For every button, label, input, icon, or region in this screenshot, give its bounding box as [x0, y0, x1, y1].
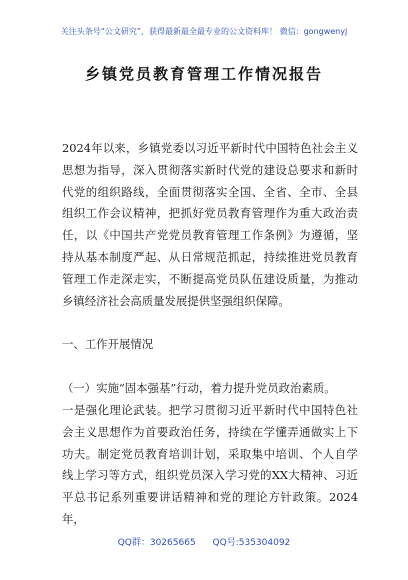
footer-qq-group: QQ群：30265665	[117, 538, 196, 548]
footer-note	[0, 537, 408, 549]
header-note: 关注头条号“公文研究”，获得最新最全最专业的公文资料库！ 微信：gongwenyj	[60, 27, 348, 36]
section-heading: 一、工作开展情况	[62, 337, 154, 352]
body-paragraph: 一是强化理论武装。把学习贯彻习近平新时代中国特色社会主义思想作为首要政治任务，持续在学懂弄通做实上下功夫。制定党员教育培训计划，采取集中培训、个人自学线上学习等方式，组织党员深入学习党的XX大精神、习近平总书记系列重要讲话精神和党的理论方针政策。2024年，	[62, 402, 358, 526]
intro-paragraph: 2024年以来，乡镇党委以习近平新时代中国特色社会主义思想为指导，深入贯彻落实新时代党的建设总要求和新时代党的组织路线，全面贯彻落实全国、全省、全市、全县组织工作会议精神，把抓好党员教育管理作为重大政治责任，以《中国共产党党员教育管理工作条例》为遵循，坚持从基本制度严起、从日常规范抓起，持续推进党员教育管理工作走深走实，不断提高党员队伍建设质量，为推动乡镇经济社会高质量发展提供坚强组织保障。	[62, 141, 358, 308]
document-title: 乡镇党员教育管理工作情况报告	[84, 65, 323, 83]
sub-heading: （一）实施“固本强基”行动，着力提升党员政治素质。	[62, 381, 336, 396]
footer-qq-number: QQ号:535304092	[212, 538, 291, 548]
document-body	[62, 138, 358, 531]
